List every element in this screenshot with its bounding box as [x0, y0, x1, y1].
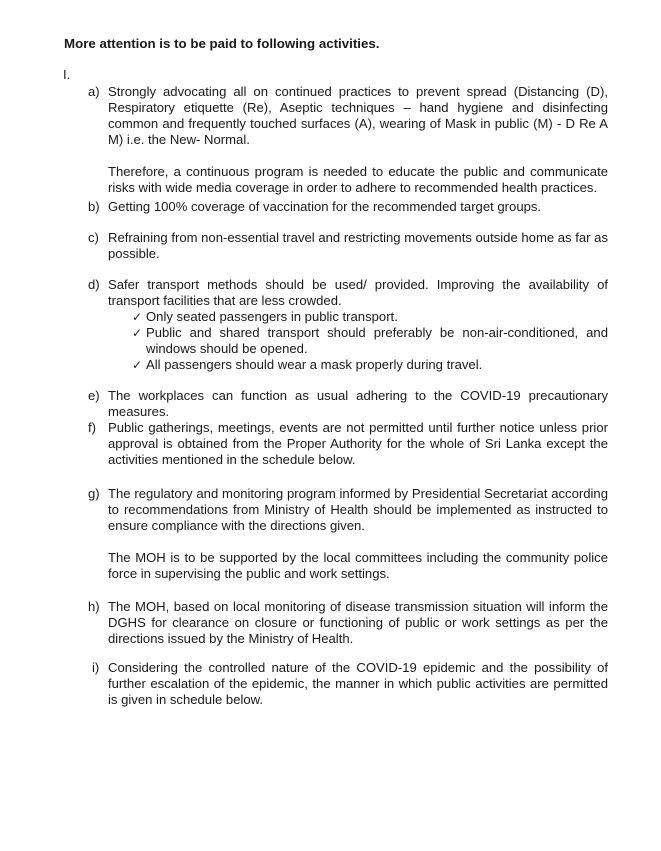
item-label: i) — [92, 660, 100, 675]
check-list-item — [108, 325, 608, 357]
item-label: h) — [88, 599, 100, 614]
list-item-c — [88, 230, 608, 262]
item-paragraph: Considering the controlled nature of the COVID-19 epidemic and the possibility of further escalation of the epidemic, the manner in which public activities are permitted is given in schedule below. — [108, 660, 608, 707]
item-label: f) — [88, 420, 96, 435]
check-item-text: Only seated passengers in public transport. — [146, 309, 398, 324]
check-list — [108, 309, 608, 373]
list-item-f — [88, 420, 608, 468]
item-paragraph: Therefore, a continuous program is needed to educate the public and communicate risks with wide media coverage in order to adhere to recommended health practices. — [108, 164, 608, 195]
check-item-text: All passengers should wear a mask properly during travel. — [146, 357, 483, 372]
item-label: d) — [88, 277, 100, 292]
roman-numeral: I. — [63, 67, 71, 82]
item-label: a) — [88, 84, 100, 99]
list-item-d — [88, 277, 608, 373]
list-item-a — [88, 84, 608, 196]
item-label: b) — [88, 199, 100, 214]
list-item-h — [88, 599, 608, 647]
item-label: c) — [88, 230, 99, 245]
item-paragraph: The MOH is to be supported by the local committees including the community police force in supervising the public and work settings. — [108, 550, 608, 581]
checkmark-icon: ✓ — [132, 358, 143, 372]
list-item-e — [88, 388, 608, 420]
list-item-b — [88, 199, 608, 215]
item-paragraph: Getting 100% coverage of vaccination for the recommended target groups. — [108, 199, 542, 214]
item-paragraph: The regulatory and monitoring program informed by Presidential Secretariat according to recommendations from Ministry of Health should be implemented as instructed to ensure compliance with the directions given. — [108, 486, 608, 533]
check-item-text: Public and shared transport should preferably be non-air-conditioned, and windows should be opened. — [146, 325, 608, 356]
checkmark-icon: ✓ — [132, 326, 143, 340]
item-paragraph: The MOH, based on local monitoring of disease transmission situation will inform the DGHS for clearance on closure or functioning of public or work settings as per the directions issued by the Ministry of Health. — [108, 599, 608, 646]
item-paragraph: The workplaces can function as usual adhering to the COVID-19 precautionary measures. — [108, 388, 608, 419]
list-item-g — [88, 486, 608, 582]
item-paragraph: Strongly advocating all on continued practices to prevent spread (Distancing (D), Respiratory etiquette (Re), Aseptic techniques – hand hygiene and disinfecting common and frequently touched surfaces (A), wearing of Mask in public (M) - D Re A M) i.e. the New- Normal. — [108, 84, 608, 147]
item-label: e) — [88, 388, 100, 403]
section-heading: More attention is to be paid to following activities. — [64, 36, 380, 51]
check-list-item — [108, 357, 608, 373]
checkmark-icon: ✓ — [132, 310, 143, 324]
item-paragraph: Refraining from non-essential travel and restricting movements outside home as far as possible. — [108, 230, 608, 261]
item-label: g) — [88, 486, 100, 501]
item-paragraph: Safer transport methods should be used/ provided. Improving the availability of transport facilities that are less crowded. — [108, 277, 608, 308]
list-item-i — [92, 660, 608, 708]
check-list-item — [108, 309, 608, 325]
item-paragraph: Public gatherings, meetings, events are not permitted until further notice unless prior approval is obtained from the Proper Authority for the whole of Sri Lanka except the activities mentioned in the schedule below. — [108, 420, 608, 467]
